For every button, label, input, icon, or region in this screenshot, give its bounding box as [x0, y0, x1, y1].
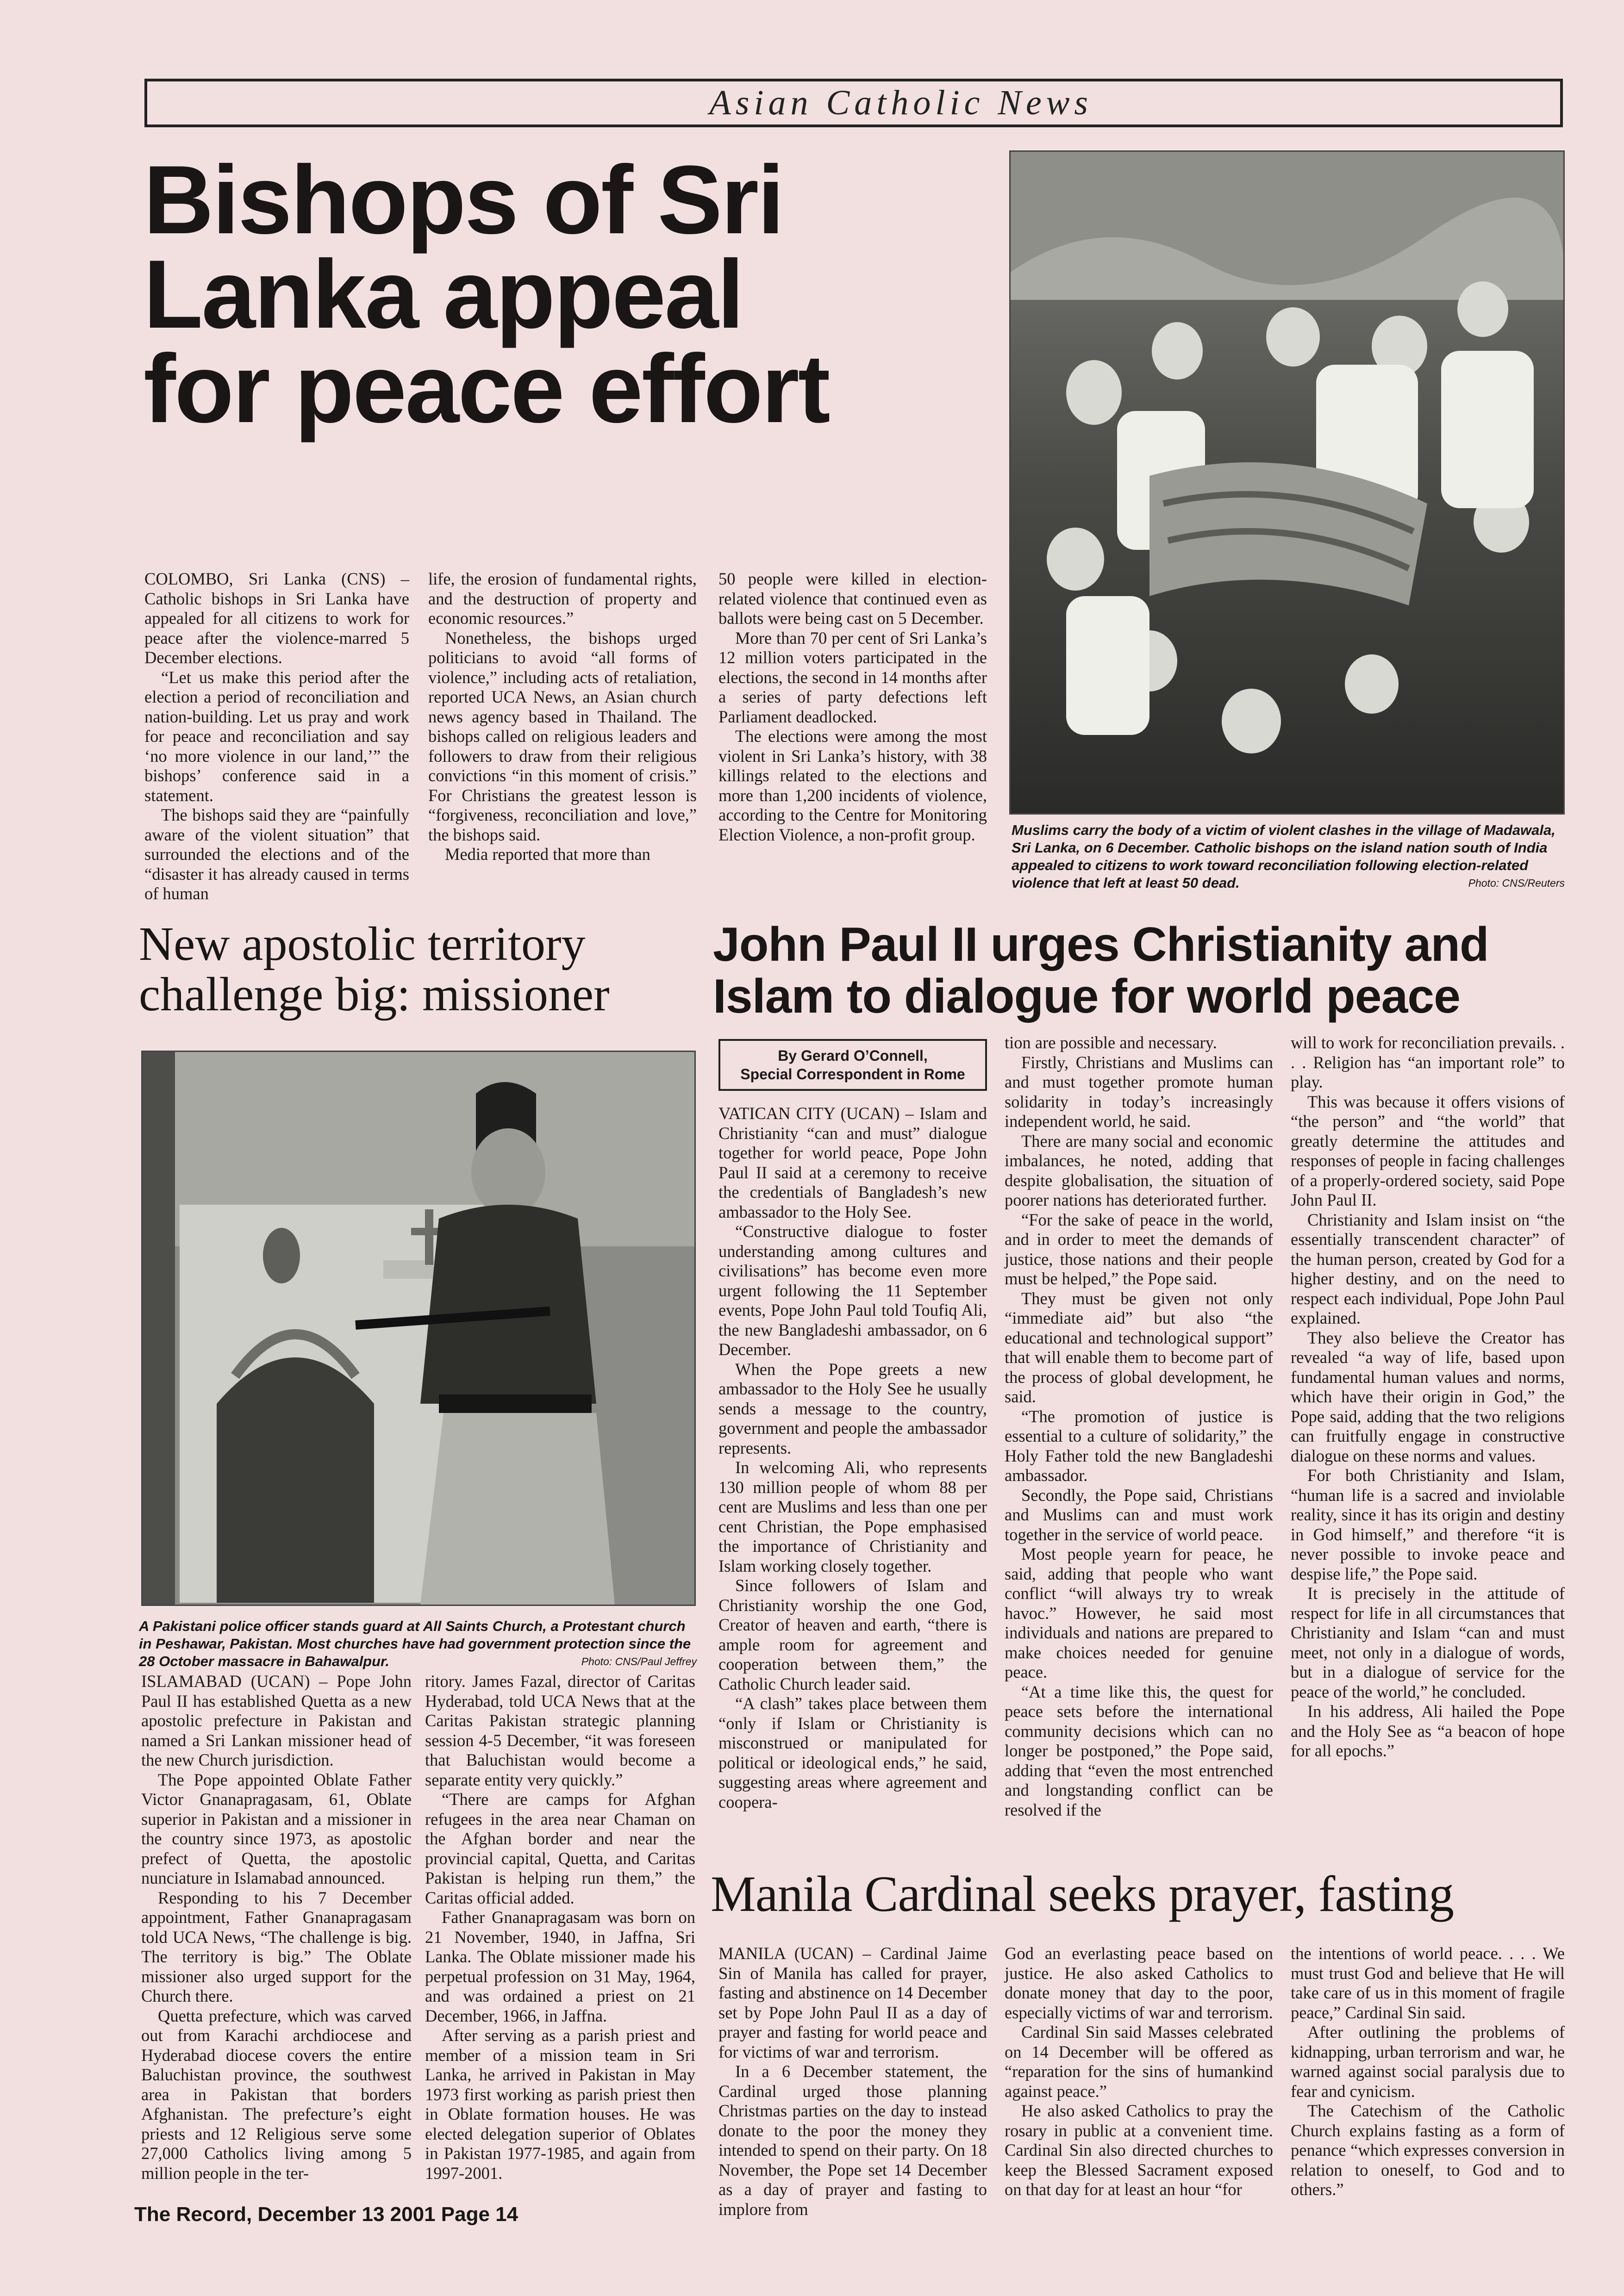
story3-headline [713, 919, 1565, 1023]
paragraph: life, the erosion of fundamental rights, and the destruction of property and economic resources.” [428, 569, 697, 628]
paragraph: In his address, Ali hailed the Pope and the Holy See as “a beacon of hope for all epochs.” [1291, 1702, 1565, 1760]
story2-column-1 [141, 1672, 412, 2183]
byline-title: Special Correspondent in Rome [740, 1066, 965, 1083]
paragraph: This was because it offers visions of “the person” and “the world” that greatly determine the attitudes and responses of people in facing challenges of a properly-ordered society, said Pope John Paul II. [1291, 1092, 1565, 1209]
story3-column-1 [718, 1104, 987, 1812]
story4-column-3 [1291, 1944, 1565, 2200]
story4-headline [711, 1867, 1572, 1921]
paragraph: The elections were among the most violent in Sri Lanka’s history, with 38 killings related to the elections and more than 1,200 incidents of violence, according to the Centre for Monitoring Election Violence, a non-profit group. [718, 727, 987, 844]
story1-headline [144, 145, 1018, 443]
paragraph: After outlining the problems of kidnapping, urban terrorism and war, he warned against social paralysis due to fear and cynicism. [1291, 2022, 1565, 2101]
paragraph: the intentions of world peace. . . . We must trust God and believe that He will take care of us in this moment of fragile peace,” Cardinal Sin said. [1291, 1944, 1565, 2022]
paragraph: Secondly, the Pope said, Christians and Muslims can and must work together in the service of world peace. [1005, 1485, 1273, 1544]
paragraph: “For the sake of peace in the world, and in order to meet the demands of justice, those nations and their people must be helped,” the Pope said. [1005, 1210, 1273, 1288]
story2-column-2 [425, 1672, 695, 2183]
story1-column-3 [718, 569, 987, 845]
photo-police-guard [141, 1051, 696, 1606]
paragraph: The bishops said they are “painfully aware of the violent situation” that surrounded the elections and of the “disaster it has already caused in terms of human [144, 805, 409, 903]
paragraph: Responding to his 7 December appointment, Father Gnanapragasam told UCA News, “The challenge is big. The territory is big.” The Oblate missioner also urged support for the Church there. [141, 1888, 412, 2005]
paragraph: will to work for reconciliation prevails. . . . Religion has “an important role” to play. [1291, 1033, 1565, 1091]
paragraph: Nonetheless, the bishops urged politicians to avoid “all forms of violence,” including acts of retaliation, reported UCA News, an Asian church news agency based in Thailand. The bishops called on religious leaders and followers to draw from their religious convictions “in this moment of crisis.” For Christians the greatest lesson is “forgiveness, reconciliation and love,” the bishops said. [428, 628, 697, 844]
caption-text: A Pakistani police officer stands guard at All Saints Church, a Protestant church in Peshawar, Pakistan. Most churches have had government protection since the 28 October massacre in Bahawalpur. [139, 1618, 691, 1669]
paragraph: “Constructive dialogue to foster understanding among cultures and civilisations” has become even more urgent following the 11 September events, Pope John Paul told Toufiq Ali, the new Bangladeshi ambassador, on 6 December. [718, 1222, 987, 1359]
section-banner [144, 79, 1563, 127]
paragraph: “At a time like this, the quest for peace sets before the international community decisions which can no longer be postponed,” the Pope said, adding that “even the most entrenched and longstanding conflict can be resolved if the [1005, 1682, 1273, 1819]
paragraph: “A clash” takes place between them “only if Islam or Christianity is misconstrued or manipulated for political or ideological ends,” he said, suggesting areas where agreement and coopera- [718, 1694, 987, 1811]
paragraph: Christianity and Islam insist on “the essentially transcendent character” of the human person, created by God for a higher destiny, and on the need to respect each individual, Pope John Paul explained. [1291, 1210, 1565, 1327]
photo-credit: Photo: CNS/Paul Jeffrey [581, 1655, 697, 1668]
paragraph: ISLAMABAD (UCAN) – Pope John Paul II has established Quetta as a new apostolic prefecture in Pakistan and named a Sri Lankan missioner head of the new Church jurisdiction. [141, 1672, 412, 1769]
paragraph: Cardinal Sin said Masses celebrated on 14 December will be offered as “reparation for the sins of humankind against peace.” [1005, 2022, 1273, 2101]
story2-photo-caption [139, 1618, 697, 1670]
paragraph: When the Pope greets a new ambassador to the Holy See he usually sends a message to the country, government and people the ambassador represents. [718, 1359, 987, 1457]
paragraph: Firstly, Christians and Muslims can and must together promote human solidarity in today’s increasingly independent world, he said. [1005, 1052, 1273, 1131]
photo-funeral-procession [1009, 150, 1565, 815]
paragraph: Father Gnanapragasam was born on 21 November, 1940, in Jaffna, Sri Lanka. The Oblate missioner made his perpetual profession on 31 May, 1964, and was ordained a priest on 21 December, 1966, in Jaffna. [425, 1908, 695, 2025]
paragraph: In a 6 December statement, the Cardinal urged those planning Christmas parties on the day to instead donate to the poor the money they intended to spend on their party. On 18 November, the Pope set 14 December as a day of prayer and fasting to implore from [718, 2062, 987, 2219]
headline-line: Lanka appeal [144, 240, 743, 348]
paragraph: Media reported that more than [445, 845, 650, 864]
paragraph: They also believe the Creator has revealed “a way of life, based upon fundamental human values and norms, which have their origin in God,” the Pope said, adding that the two religions can fruitfully engage in constructive dialogue on these norms and values. [1291, 1328, 1565, 1465]
page-footer: The Record, December 13 2001 Page 14 [134, 2203, 518, 2226]
paragraph: Quetta prefecture, which was carved out from Karachi archdiocese and Hyderabad diocese covers the entire Baluchistan province, the southwest area in Pakistan that borders Afghanistan. The prefecture’s eight priests and 12 Religious serve some 27,000 Catholics living among 5 million people in the ter- [141, 2006, 412, 2183]
photo-credit: Photo: CNS/Reuters [1468, 877, 1565, 889]
story1-column-1 [144, 569, 409, 904]
story4-column-1 [718, 1944, 987, 2219]
headline-line: Manila Cardinal seeks prayer, fasting [711, 1866, 1454, 1922]
paragraph: The Catechism of the Catholic Church explains fasting as a form of penance “which expresses conversion in relation to oneself, to God and to others.” [1291, 2101, 1565, 2199]
church-guard-photo-icon [143, 1052, 694, 1605]
story1-photo-caption [1012, 821, 1565, 892]
paragraph: “There are camps for Afghan refugees in the area near Chaman on the Afghan border and near the provincial capital, Quetta, and Caritas Pakistan is helping run them,” the Caritas official added. [425, 1790, 695, 1907]
story3-column-2 [1005, 1033, 1273, 1820]
story4-column-2 [1005, 1944, 1273, 2200]
paragraph: It is precisely in the attitude of respect for life in all circumstances that Christianity and Islam “can and must meet, not only in a dialogue of words, but in a dialogue of service for the peace of the world,” he concluded. [1291, 1584, 1565, 1701]
caption-text: Muslims carry the body of a victim of violent clashes in the village of Madawala, Sri Lanka, on 6 December. Catholic bishops on the island nation south of India appealed to citizens to work toward reconciliation following election-related violence that left at least 50 dead. [1012, 822, 1555, 891]
headline-line: Bishops of Sri [144, 145, 783, 254]
paragraph: Since followers of Islam and Christianity worship the one God, Creator of heaven and earth, “there is ample room for agreement and cooperation between them,” the Catholic Church leader said. [718, 1576, 987, 1693]
crowd-photo-icon [1011, 152, 1563, 813]
paragraph: More than 70 per cent of Sri Lanka’s 12 million voters participated in the elections, the second in 14 months after a series of party defections left Parliament deadlocked. [718, 628, 987, 726]
story3-column-3 [1291, 1033, 1565, 1761]
paragraph: VATICAN CITY (UCAN) – Islam and Christianity “can and must” dialogue together for world peace, Pope John Paul II said at a ceremony to receive the credentials of Bangladesh’s new ambassador to the Holy See. [718, 1104, 987, 1221]
section-title: Asian Catholic News [709, 83, 1093, 122]
headline-line: for peace effort [144, 334, 829, 443]
story1-column-2 [428, 569, 697, 865]
paragraph: MANILA (UCAN) – Cardinal Jaime Sin of Manila has called for prayer, fasting and abstinence on 14 December set by Pope John Paul II as a day of prayer and fasting for world peace and for victims of war and terrorism. [718, 1944, 987, 2061]
paragraph: In welcoming Ali, who represents 130 million people of whom 88 per cent are Muslims and less than one per cent Christian, the Pope emphasised the importance of Christianity and Islam working closely together. [718, 1458, 987, 1575]
paragraph: They must be given not only “immediate aid” but also “the educational and technological support” that will enable them to become part of the process of global development, he said. [1005, 1288, 1273, 1406]
paragraph: “The promotion of justice is essential to a culture of solidarity,” the Holy Father told the new Bangladeshi ambassador. [1005, 1406, 1273, 1485]
paragraph: There are many social and economic imbalances, he noted, adding that despite globalisation, the situation of poorer nations has deteriorated further. [1005, 1131, 1273, 1209]
headline-line: Islam to dialogue for world peace [713, 970, 1460, 1024]
paragraph: “Let us make this period after the election a period of reconciliation and nation-building. Let us pray and work for peace and reconciliation and say ‘no more violence in our land,’” the bishops’ conference said in a statement. [144, 667, 409, 805]
paragraph: For both Christianity and Islam, “human life is a sacred and inviolable reality, since it has its origin and destiny in God himself,” and therefore “it is never possible to invoke peace and despise life,” the Pope said. [1291, 1466, 1565, 1583]
headline-line: New apostolic territory [139, 917, 586, 971]
headline-line: challenge big: missioner [139, 968, 610, 1021]
paragraph: 50 people were killed in election-related violence that continued even as ballots were being cast on 5 December. [718, 569, 987, 628]
story2-headline [139, 919, 694, 1020]
byline-author: By Gerard O’Connell, [778, 1047, 928, 1064]
byline-box [718, 1039, 987, 1091]
paragraph: Most people yearn for peace, he said, adding that people who want conflict “will always try to wreak havoc.” However, he said most individuals and nations are prepared to make choices needed for genuine peace. [1005, 1544, 1273, 1681]
paragraph: He also asked Catholics to pray the rosary in public at a convenient time. Cardinal Sin also directed churches to keep the Blessed Sacrament exposed on that day for at least an hour “for [1005, 2101, 1273, 2199]
paragraph: ritory. James Fazal, director of Caritas Hyderabad, told UCA News that at the Caritas Pakistan strategic planning session 4-5 December, “it was foreseen that Baluchistan would become a separate entity very quickly.” [425, 1672, 695, 1789]
paragraph: After serving as a parish priest and member of a mission team in Sri Lanka, he arrived in Pakistan in May 1973 first working as parish priest then in Oblate formation houses. He was elected delegation superior of Oblates in Pakistan 1977-1985, and again from 1997-2001. [425, 2026, 695, 2183]
paragraph: COLOMBO, Sri Lanka (CNS) – Catholic bishops in Sri Lanka have appealed for all citizens to work for peace after the violence-marred 5 December elections. [144, 569, 409, 667]
paragraph: tion are possible and necessary. [1005, 1033, 1217, 1052]
paragraph: The Pope appointed Oblate Father Victor Gnanapragasam, 61, Oblate superior in Pakistan and a missioner in the country since 1973, as apostolic prefect of Quetta, the apostolic nunciature in Islamabad announced. [141, 1770, 412, 1887]
headline-line: John Paul II urges Christianity and [713, 918, 1489, 971]
paragraph: God an everlasting peace based on justice. He also asked Catholics to donate money that day to the poor, especially victims of war and terrorism. [1005, 1944, 1273, 2022]
